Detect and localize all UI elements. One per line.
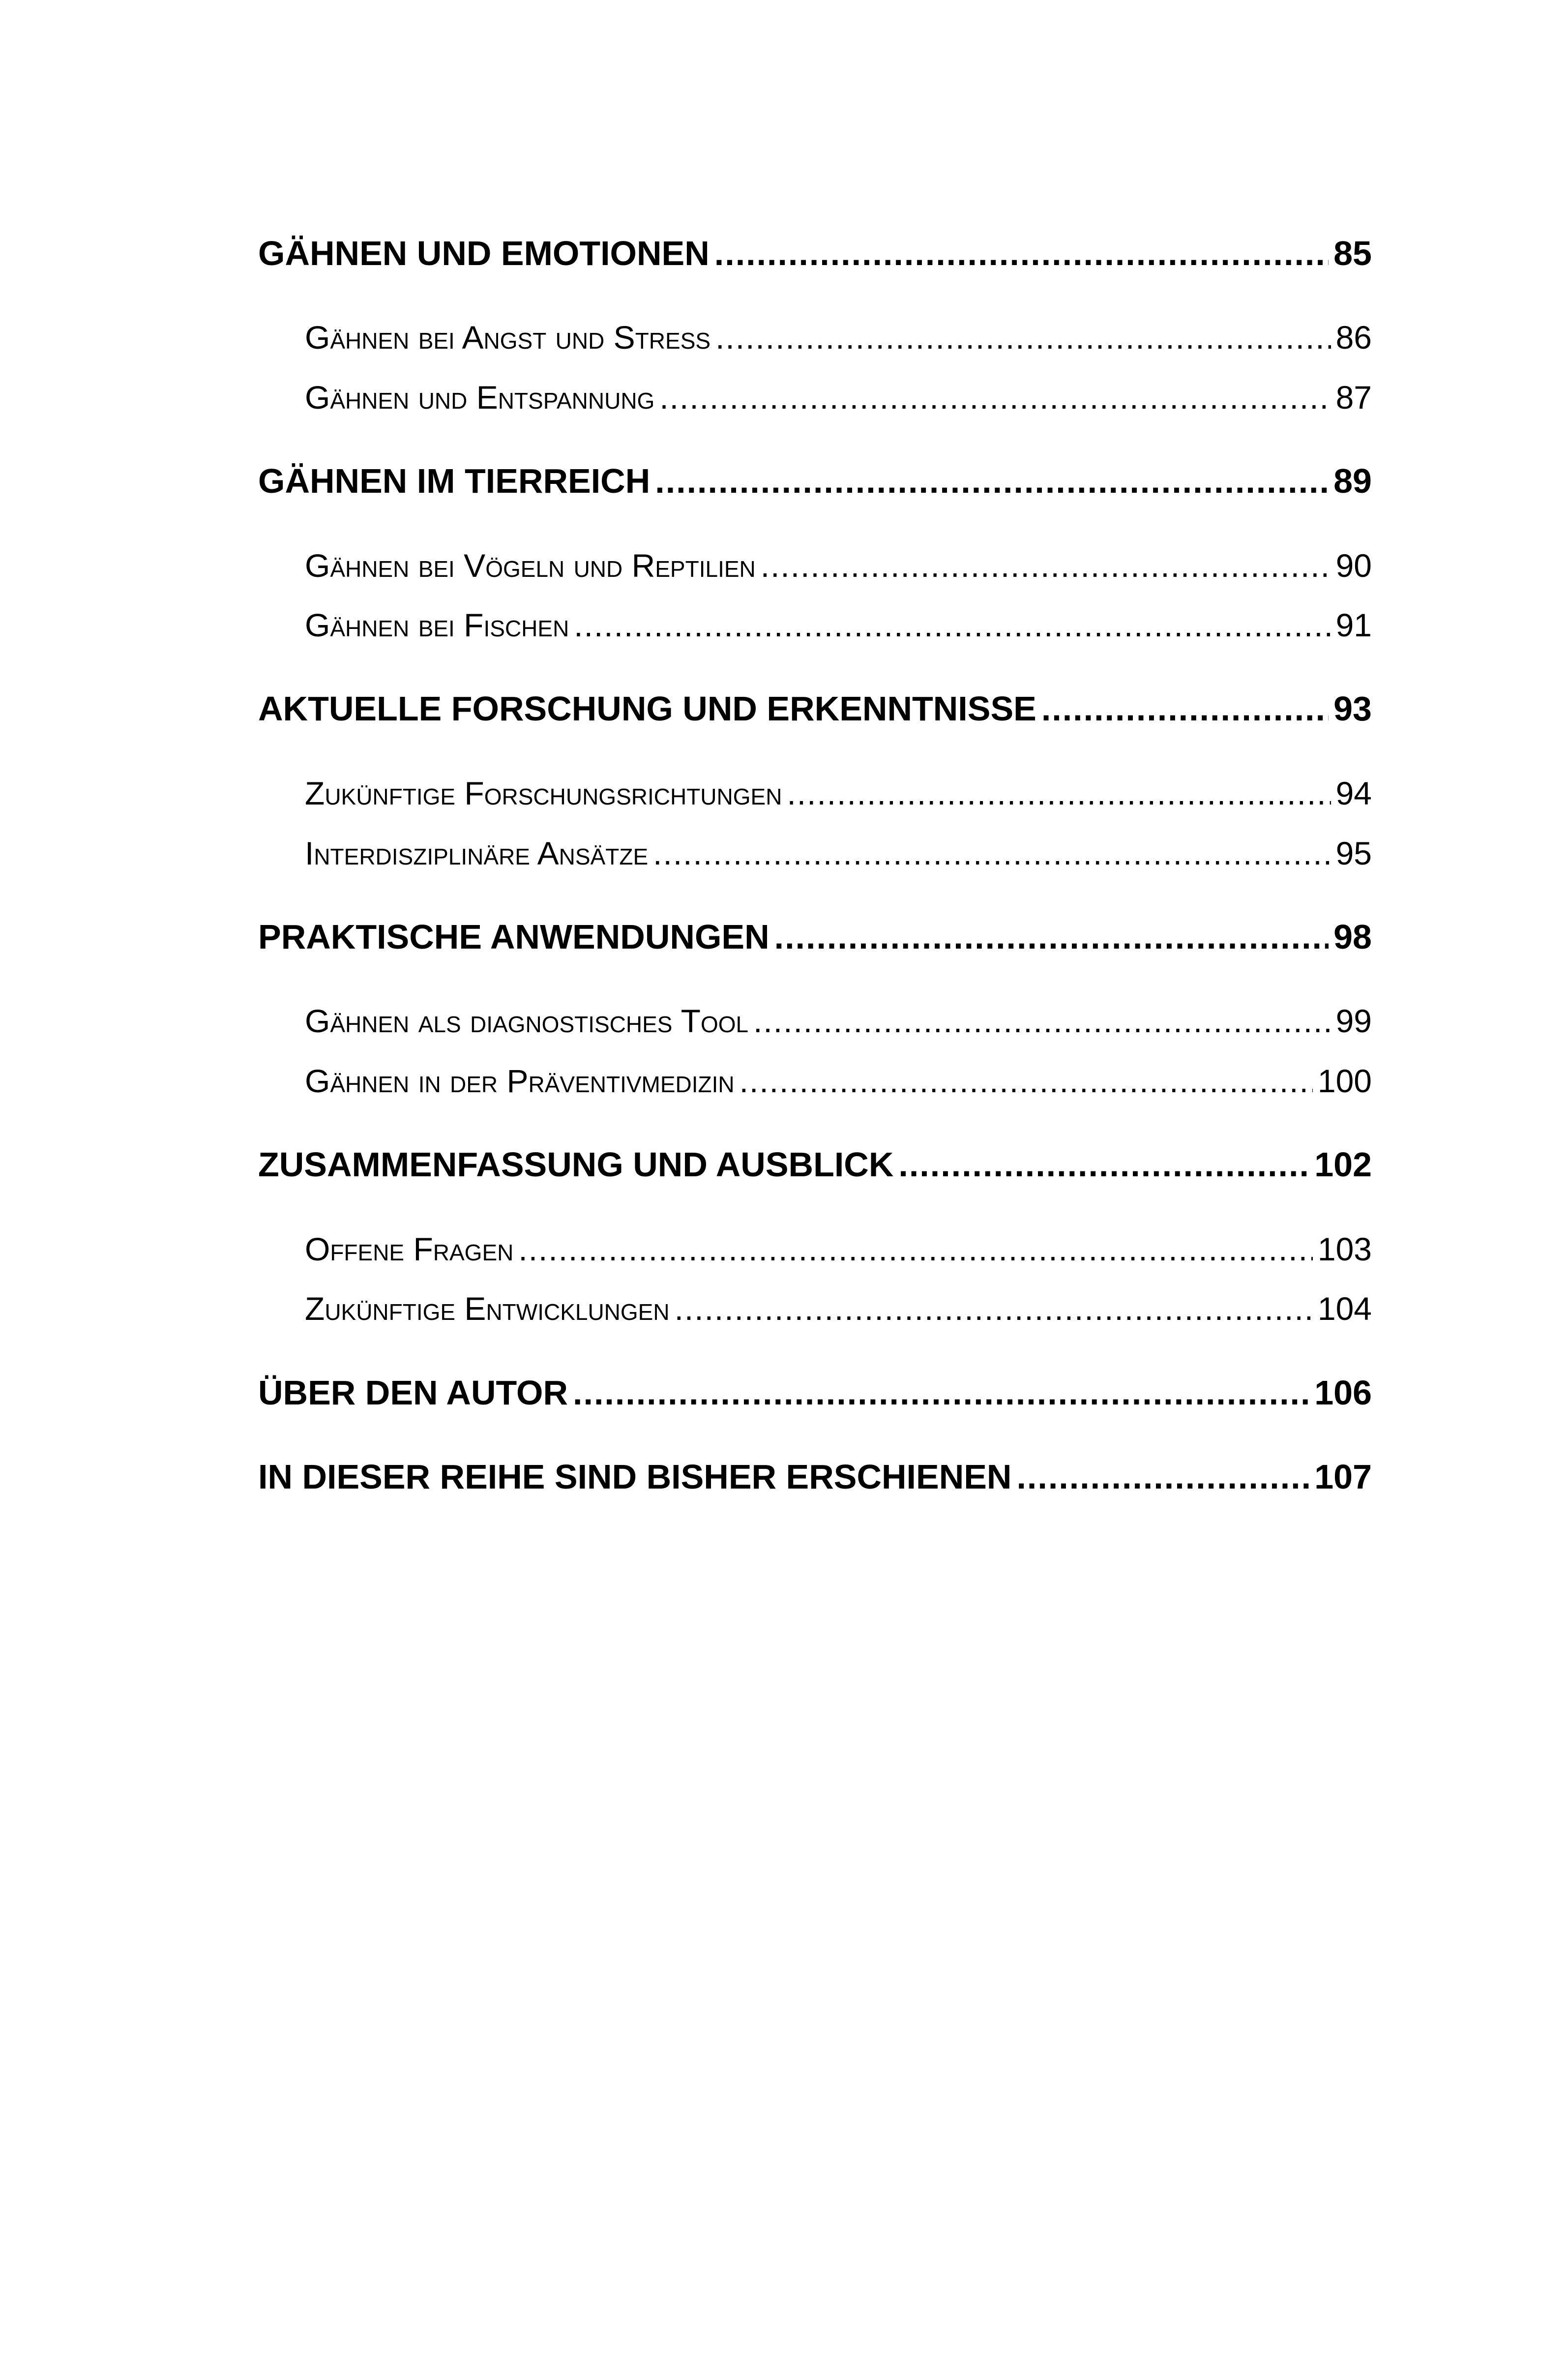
toc-entry-chapter[interactable] <box>258 1373 1372 1420</box>
toc-entry-page: 95 <box>1335 835 1372 871</box>
toc-entry-title: GÄHNEN UND EMOTIONEN <box>258 234 710 272</box>
toc-entry-page: 94 <box>1335 775 1372 811</box>
toc-entry-page: 100 <box>1317 1063 1372 1099</box>
dot-leader <box>659 379 1331 416</box>
toc-entry-page: 85 <box>1333 234 1372 272</box>
dot-leader <box>653 835 1331 872</box>
dot-leader <box>761 547 1331 584</box>
toc-entry-chapter[interactable] <box>258 1457 1372 1504</box>
toc-entry-section[interactable] <box>258 1230 1372 1275</box>
toc-entry-page: 86 <box>1335 319 1372 356</box>
toc-entry-title: Gähnen und Entspannung <box>305 379 655 416</box>
dot-leader <box>1016 1457 1309 1496</box>
toc-entry-page: 89 <box>1333 462 1372 500</box>
dot-leader <box>740 1062 1313 1100</box>
toc-entry-title: Gähnen in der Präventivmedizin <box>305 1063 735 1099</box>
dot-leader <box>715 319 1331 356</box>
toc-entry-title: GÄHNEN IM TIERREICH <box>258 462 651 500</box>
toc-entry-page: 90 <box>1335 547 1372 584</box>
toc-entry-page: 103 <box>1317 1231 1372 1267</box>
toc-entry-title: Offene Fragen <box>305 1231 514 1267</box>
toc-entry-title: IN DIESER REIHE SIND BISHER ERSCHIENEN <box>258 1458 1012 1496</box>
dot-leader <box>574 606 1331 644</box>
toc-entry-section[interactable] <box>258 1290 1372 1334</box>
toc-entry-title: Gähnen bei Vögeln und Reptilien <box>305 547 756 584</box>
dot-leader <box>675 1290 1313 1327</box>
toc-entry-title: Gähnen als diagnostisches Tool <box>305 1003 749 1039</box>
dot-leader <box>753 1002 1331 1040</box>
toc-entry-page: 107 <box>1314 1458 1372 1496</box>
toc-entry-page: 99 <box>1335 1003 1372 1039</box>
toc-entry-chapter[interactable] <box>258 234 1372 281</box>
dot-leader <box>774 917 1329 956</box>
toc-entry-section[interactable] <box>258 606 1372 651</box>
dot-leader <box>787 775 1331 812</box>
toc-entry-title: Gähnen bei Fischen <box>305 607 569 643</box>
dot-leader <box>573 1373 1309 1412</box>
toc-entry-title: Zukünftige Forschungsrichtungen <box>305 775 782 811</box>
toc-entry-section[interactable] <box>258 775 1372 819</box>
dot-leader <box>1041 689 1329 728</box>
toc-entry-title: ZUSAMMENFASSUNG UND AUSBLICK <box>258 1145 894 1184</box>
toc-entry-title: Interdisziplinäre Ansätze <box>305 835 649 871</box>
toc-entry-chapter[interactable] <box>258 917 1372 964</box>
toc-entry-title: Zukünftige Entwicklungen <box>305 1290 670 1327</box>
toc-entry-title: ÜBER DEN AUTOR <box>258 1373 568 1412</box>
toc-entry-title: PRAKTISCHE ANWENDUNGEN <box>258 918 769 956</box>
toc-entry-page: 98 <box>1333 918 1372 956</box>
toc-entry-page: 104 <box>1317 1290 1372 1327</box>
dot-leader <box>655 461 1329 501</box>
toc-entry-page: 93 <box>1333 689 1372 728</box>
toc-entry-section[interactable] <box>258 379 1372 423</box>
dot-leader <box>898 1145 1309 1184</box>
toc-entry-title: AKTUELLE FORSCHUNG UND ERKENNTNISSE <box>258 689 1036 728</box>
toc-entry-page: 106 <box>1314 1373 1372 1412</box>
toc-entry-section[interactable] <box>258 1062 1372 1106</box>
toc-entry-section[interactable] <box>258 835 1372 879</box>
toc-entry-title: Gähnen bei Angst und Stress <box>305 319 711 356</box>
toc-entry-chapter[interactable] <box>258 689 1372 736</box>
toc-entry-section[interactable] <box>258 1002 1372 1046</box>
toc-entry-chapter[interactable] <box>258 461 1372 508</box>
toc-entry-section[interactable] <box>258 547 1372 591</box>
dot-leader <box>518 1230 1313 1268</box>
toc-entry-section[interactable] <box>258 319 1372 363</box>
toc-entry-page: 91 <box>1335 607 1372 643</box>
toc-entry-page: 102 <box>1314 1145 1372 1184</box>
toc-entry-page: 87 <box>1335 379 1372 416</box>
dot-leader <box>714 234 1329 273</box>
toc-entry-chapter[interactable] <box>258 1145 1372 1192</box>
